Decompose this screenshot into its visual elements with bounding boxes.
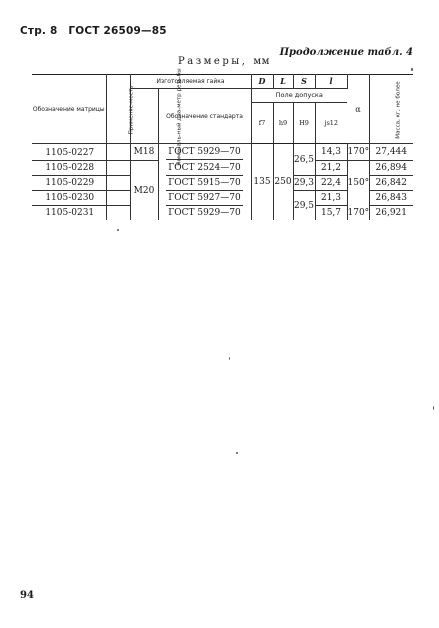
l-value-cell: 22,4 [315,176,347,191]
designation-cell: 1105-0227 [32,144,106,161]
col-alpha-header: α [347,75,369,144]
alpha-cell: 170° [347,144,369,161]
l-value-cell: 14,3 [315,144,347,161]
col-L-header: L [273,75,293,89]
tolerance-field-header: Поле допуска [251,89,347,103]
page-number: 94 [20,590,34,601]
col-nominal-diameter-header: Номиналь-ный диа-метр резь-бы [130,89,158,144]
col-application-header: Применяе-мость [106,75,130,144]
designation-cell: 1105-0231 [32,206,106,221]
designation-cell: 1105-0230 [32,191,106,206]
l-value-cell: 21,3 [315,191,347,206]
col-designation-header: Обозначение матрицы [32,75,106,144]
mass-cell: 27,444 [369,144,413,161]
sizes-title [178,56,270,67]
mass-cell: 26,894 [369,161,413,176]
table-row [32,161,413,176]
scan-speck [229,357,230,360]
l-value-cell: 21,2 [315,161,347,176]
diameter-cell: M18 [130,144,158,161]
application-cell [106,206,130,221]
designation-cell: 1105-0228 [32,161,106,176]
tol-S: H9 [293,103,315,144]
dimensions-table-wrap [32,67,413,220]
col-D-header: D [251,75,273,89]
S-value-cell: 29,3 [293,176,315,191]
standard-cell: ГОСТ 5915—70 [158,176,251,191]
page-header [20,25,174,37]
alpha-cell: 170° [347,206,369,221]
application-cell [106,191,130,206]
application-cell [106,144,130,161]
col-standard-header: Обозначение стандарта [158,89,251,144]
application-cell [106,161,130,176]
S-value-cell: 26,5 [293,144,315,176]
S-value-cell: 29,5 [293,191,315,221]
col-mass-header: Масса, кг, не более [369,75,413,144]
standard-cell: ГОСТ 5929—70 [158,144,251,161]
standard-cell: ГОСТ 2524—70 [158,161,251,176]
table-row [32,144,413,161]
standard-cell: ГОСТ 5929—70 [158,206,251,221]
nut-group-header: Изготовляемая гайка [130,75,251,89]
tol-D: f7 [251,103,273,144]
designation-cell: 1105-0229 [32,176,106,191]
l-value-cell: 15,7 [315,206,347,221]
standard-cell: ГОСТ 5927—70 [158,191,251,206]
col-S-header: S [293,75,315,89]
mass-cell: 26,921 [375,208,407,218]
scan-speck [411,68,413,71]
table-row [32,206,413,221]
table-body [32,144,413,221]
standard-code: ГОСТ 26509—85 [68,25,167,37]
dimensions-table [32,67,413,220]
scan-speck [236,452,238,454]
sizes-unit: мм [253,56,270,67]
col-l-header: l [315,75,347,89]
mass-cell: 26,842 [369,176,413,191]
scan-speck [117,229,119,231]
D-value-cell: 135 [251,144,273,221]
continuation-note: Продолжение табл. 4 [279,47,413,58]
L-value-cell: 250 [273,144,293,221]
mass-cell: 26,843 [369,191,413,206]
tol-L: h9 [273,103,293,144]
page-label: Стр. 8 [20,25,58,37]
sizes-label: Размеры, [178,56,248,67]
application-cell [106,176,130,191]
diameter-cell: M20 [130,161,158,221]
alpha-cell: 150° [347,161,369,206]
tol-l: js12 [315,103,347,144]
scan-speck [433,406,434,410]
